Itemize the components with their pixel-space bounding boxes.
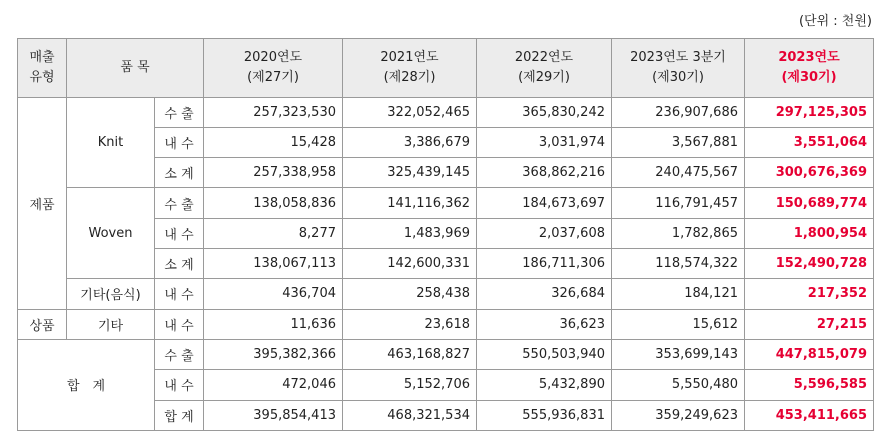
value-cell: 468,321,534 [343, 400, 477, 430]
value-cell-highlight: 27,215 [745, 309, 874, 339]
sub-cell: 합 계 [155, 400, 204, 430]
value-cell: 555,936,831 [477, 400, 612, 430]
table-row [18, 279, 874, 309]
value-cell: 186,711,306 [477, 249, 612, 279]
value-cell: 436,704 [204, 279, 343, 309]
value-cell: 5,432,890 [477, 370, 612, 400]
value-cell: 36,623 [477, 309, 612, 339]
value-cell: 1,483,969 [343, 218, 477, 248]
value-cell: 395,854,413 [204, 400, 343, 430]
value-cell: 353,699,143 [612, 339, 745, 369]
value-cell: 365,830,242 [477, 97, 612, 127]
value-cell-highlight: 3,551,064 [745, 127, 874, 157]
value-cell: 15,428 [204, 127, 343, 157]
value-cell: 326,684 [477, 279, 612, 309]
sub-cell: 수 출 [155, 339, 204, 369]
sub-cell: 내 수 [155, 309, 204, 339]
header-item: 품 목 [67, 39, 204, 98]
value-cell: 2,037,608 [477, 218, 612, 248]
value-cell-highlight: 150,689,774 [745, 188, 874, 218]
value-cell: 5,550,480 [612, 370, 745, 400]
value-cell-highlight: 152,490,728 [745, 249, 874, 279]
header-year-2023q3: 2023연도 3분기 (제30기) [612, 39, 745, 98]
value-cell: 138,067,113 [204, 249, 343, 279]
sales-table [17, 38, 874, 431]
table-row [18, 97, 874, 127]
value-cell: 325,439,145 [343, 158, 477, 188]
header-row [18, 39, 874, 98]
value-cell: 3,386,679 [343, 127, 477, 157]
value-cell: 11,636 [204, 309, 343, 339]
item-cell: Woven [67, 188, 155, 279]
value-cell: 395,382,366 [204, 339, 343, 369]
category-cell: 제품 [18, 97, 67, 309]
header-type-label: 매출 유형 [29, 49, 55, 85]
value-cell: 3,031,974 [477, 127, 612, 157]
value-cell: 322,052,465 [343, 97, 477, 127]
table-row [18, 339, 874, 369]
value-cell: 368,862,216 [477, 158, 612, 188]
value-cell: 8,277 [204, 218, 343, 248]
header-year-2021: 2021연도 (제28기) [343, 39, 477, 98]
total-category-cell: 합 계 [18, 339, 155, 430]
value-cell-highlight: 297,125,305 [745, 97, 874, 127]
table-row [18, 309, 874, 339]
value-cell: 257,338,958 [204, 158, 343, 188]
value-cell: 142,600,331 [343, 249, 477, 279]
header-year-2020: 2020연도 (제27기) [204, 39, 343, 98]
value-cell: 240,475,567 [612, 158, 745, 188]
value-cell: 3,567,881 [612, 127, 745, 157]
sub-cell: 내 수 [155, 218, 204, 248]
item-cell: 기타 [67, 309, 155, 339]
sub-cell: 수 출 [155, 97, 204, 127]
value-cell: 236,907,686 [612, 97, 745, 127]
sub-cell: 내 수 [155, 127, 204, 157]
sub-cell: 소 계 [155, 158, 204, 188]
sub-cell: 내 수 [155, 279, 204, 309]
value-cell: 1,782,865 [612, 218, 745, 248]
value-cell: 472,046 [204, 370, 343, 400]
value-cell: 15,612 [612, 309, 745, 339]
value-cell: 257,323,530 [204, 97, 343, 127]
value-cell: 138,058,836 [204, 188, 343, 218]
category-cell: 상품 [18, 309, 67, 339]
value-cell: 141,116,362 [343, 188, 477, 218]
header-year-2022: 2022연도 (제29기) [477, 39, 612, 98]
header-type [18, 39, 67, 98]
value-cell: 463,168,827 [343, 339, 477, 369]
value-cell-highlight: 300,676,369 [745, 158, 874, 188]
value-cell-highlight: 217,352 [745, 279, 874, 309]
value-cell: 23,618 [343, 309, 477, 339]
value-cell-highlight: 1,800,954 [745, 218, 874, 248]
unit-label: (단위 : 천원) [798, 14, 872, 29]
value-cell-highlight: 5,596,585 [745, 370, 874, 400]
item-cell: 기타(음식) [67, 279, 155, 309]
value-cell-highlight: 447,815,079 [745, 339, 874, 369]
header-year-2023: 2023연도 (제30기) [745, 39, 874, 98]
value-cell: 5,152,706 [343, 370, 477, 400]
sub-cell: 소 계 [155, 249, 204, 279]
sub-cell: 수 출 [155, 188, 204, 218]
value-cell: 184,121 [612, 279, 745, 309]
item-cell: Knit [67, 97, 155, 188]
value-cell: 258,438 [343, 279, 477, 309]
value-cell: 184,673,697 [477, 188, 612, 218]
sub-cell: 내 수 [155, 370, 204, 400]
value-cell: 359,249,623 [612, 400, 745, 430]
value-cell-highlight: 453,411,665 [745, 400, 874, 430]
value-cell: 118,574,322 [612, 249, 745, 279]
value-cell: 550,503,940 [477, 339, 612, 369]
table-row [18, 188, 874, 218]
value-cell: 116,791,457 [612, 188, 745, 218]
